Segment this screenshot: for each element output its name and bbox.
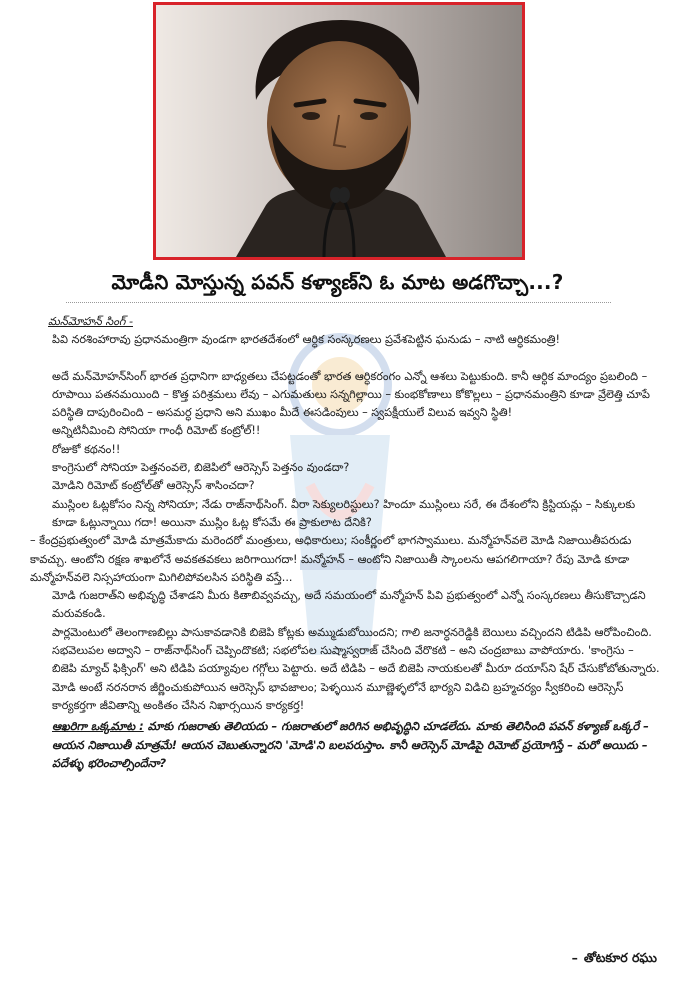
speaker-portrait-image <box>156 5 522 257</box>
closing-paragraph <box>22 717 662 772</box>
paragraph-2: అదే మన్‌మోహన్‌సింగ్ భారత ప్రధానిగా బాధ్యతలు చేపట్టడంతో భారత ఆర్ధికరంగం ఎన్నో ఆశలు పెట్టుకుంది. కానీ ఆర్ధిక మాంద్యం ప్రబలింది – రూపాయి పతనమయింది – కొత్త పరిశ్రమలు లేవు – ఎగుమతులు సన్నగిల్లాయి – కుంభకోణాలు కోకొల్లలు – ప్రధానమంత్రిని కూడా వ్రేలెత్తి చూపే పరిస్థితి దాపురించింది – అసమర్ధ ప్రధాని అని ముఖం మీదే ఈసడింపులు – స్వపక్షీయులే విలువ ఇవ్వని స్థితి! <box>52 369 650 420</box>
paragraph-5: కాంగ్రెసులో సోనియా పెత్తనంవలె, బిజెపిలో ఆరెస్సెస్ పెత్తనం వుండదా? <box>52 461 350 475</box>
paragraph-8: – కేంద్రప్రభుత్వంలో మోడి మాత్రమేకాదు మరెందరో మంత్రులు, అధికారులు; సంకీర్ణంలో భాగస్వాములు. మన్మోహన్‌వలె మోడి నిజాయితీపరుడు కావచ్చు. ఆంటోని రక్షణ శాఖలోనే అవకతవకలు జరిగాయిగదా! మన్మోహన్ – ఆంటోని నిజాయితీ స్కాంలను ఆపగలిగాయా? రేపు మోడి కూడా మన్మోహన్‌వలె నిస్సహాయంగా మిగిలిపోవలసిన పరిస్థితి వస్తే... <box>30 534 632 584</box>
paragraph-7: ముస్లింల ఓట్లకోసం నిన్న సోనియా; నేడు రాజ్‌నాథ్‌సింగ్. వీరా సెక్యులరిస్టులు? హిందూ ముస్లింలు సరే, ఈ దేశంలోని క్రిస్టియన్లు – సిక్కులకు కూడా ఓట్లున్నాయి గదా! అయినా ముస్లిం ఓట్ల కోసమే ఈ ప్రాకులాట దేనికి? <box>52 497 636 529</box>
author-name: తోటకూర రఘు <box>583 950 657 965</box>
article-subhead: మన్‌మోహన్ సింగ్ - <box>48 315 133 328</box>
paragraph-1: పివి నరశింహారావు ప్రధానమంత్రిగా వుండగా భారతదేశంలో ఆర్ధిక సంస్కరణలు ప్రవేశపెట్టిన ఘనుడు – నాటి ఆర్ధికమంత్రి! <box>52 333 561 347</box>
headline: మోడీని మోస్తున్న పవన్ కళ్యాణ్‌ని ఓ మాట అడగొచ్చా...? <box>111 270 564 294</box>
closing-text: మాకు గుజరాతు తెలియదు – గుజరాతులో జరిగిన అభివృద్ధిని చూడలేదు. మాకు తెలిసింది పవన్ కళ్యాణ్ ఒక్కరే – ఆయన నిజాయితీ మాత్రమే! ఆయన చెబుతున్నారని 'మోడి'ని బలపరుస్తాం. కానీ ఆరెస్సెస్ మోడిపై రిమోట్ ప్రయోగిస్తే – మరో అయిదు – పదేళ్ళు భరించాల్సిందేనా? <box>52 719 649 770</box>
paragraph-4: రోజుకో కథనం!! <box>52 442 121 456</box>
paragraph-6: మోడిని రిమోట్ కంట్రోల్‌తో ఆరెస్సెస్ శాసించదా? <box>52 479 255 493</box>
author-byline <box>572 950 657 969</box>
paragraph-10: పార్లమెంటులో తెలంగాణబిల్లు పాసుకావడానికి బిజెపి కోట్లకు అమ్ముడుబోయిందని; గాలి జనార్ధనరెడ్డికి బెయిలు వచ్చిందని టిడిపి ఆరోపించింది. సభవెలుపల అద్వాని – రాజ్‌నాథ్‌సింగ్ చెప్పిందొకటి; సభలోపల సుష్మాస్వరాజ్ చేసింది వేరొకటి – అని చంద్రబాబు వాపోయారు. 'కాంగ్రెసు – బిజెపి మ్యాచ్ ఫిక్సింగ్' అని టిడిపి పయ్యావుల గగ్గోలు పెట్టారు. అదే టిడిపి – అదే బిజెపి నాయకులతో మీరూ దయాస్‌ని షేర్ చేసుకోబోతున్నారు. <box>52 625 660 676</box>
closing-lead: ఆఖరిగా ఒక్కమాట : <box>52 719 144 734</box>
headline-divider <box>66 302 611 303</box>
article-photo <box>153 2 525 260</box>
paragraph-9: మోడి గుజరాత్‌ని అభివృద్ధి చేశాడని మీరు కితాబివ్వవచ్చు, అదే సమయంలో మన్మోహన్ పివి ప్రభుత్వంలో ఎన్నో సంస్కరణలు తీసుకొచ్చాడని మరువకండి. <box>52 589 646 621</box>
byline-dash: – <box>571 950 578 965</box>
paragraph-11: మోడి అంటే నరనరాన జీర్ణించుకుపోయిన ఆరెస్సెస్ భావజాలం; పెళ్ళయిన మూణ్ణెళ్ళలోనే భార్యని విడిచి బ్రహ్మచర్యం స్వీకరించి ఆరెస్సెస్ కార్యకర్తగా జీవితాన్ని అంకితం చేసిన నిఖార్సయిన కార్యకర్త! <box>52 680 624 712</box>
article-body <box>22 313 662 772</box>
paragraph-3: అన్నిటినీమించి సోనియా గాంధీ రిమోట్ కంట్రోల్!! <box>52 424 261 438</box>
